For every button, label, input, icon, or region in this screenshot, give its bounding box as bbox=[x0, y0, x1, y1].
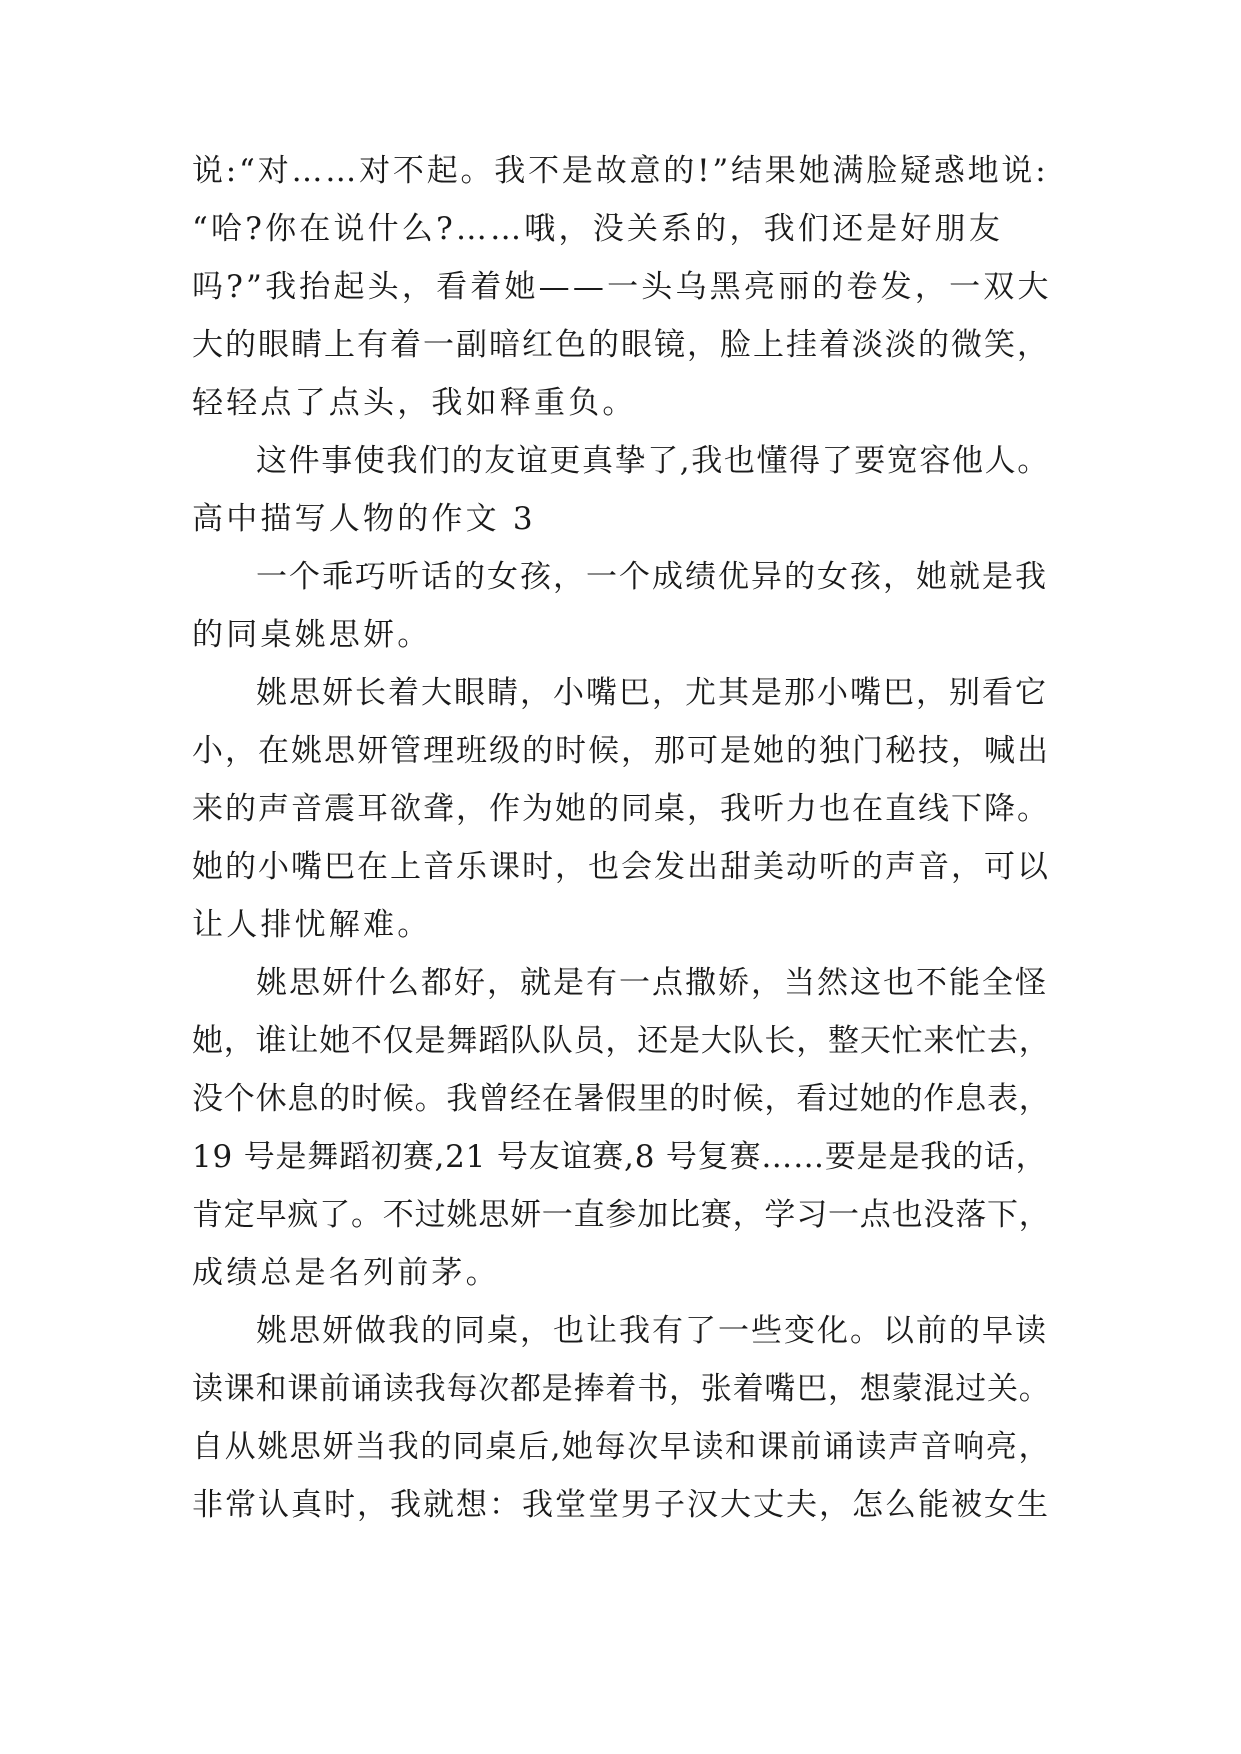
text-line: 肯定早疯了。不过姚思妍一直参加比赛，学习一点也没落下， bbox=[192, 1197, 1051, 1233]
text-line: 轻轻点了点头，我如释重负。 bbox=[192, 385, 637, 421]
text-line: 让人排忧解难。 bbox=[192, 907, 432, 943]
section-heading: 高中描写人物的作文 3 bbox=[192, 501, 536, 537]
text-line: 的同桌姚思妍。 bbox=[192, 617, 432, 653]
text-line: 没个休息的时候。我曾经在暑假里的时候，看过她的作息表， bbox=[192, 1081, 1051, 1117]
text-line: 姚思妍长着大眼睛，小嘴巴，尤其是那小嘴巴，别看它 bbox=[256, 675, 1048, 711]
text-line: 非常认真时，我就想：我堂堂男子汉大丈夫，怎么能被女生 bbox=[192, 1487, 1050, 1523]
text-line: 小，在姚思妍管理班级的时候，那可是她的独门秘技，喊出 bbox=[192, 733, 1050, 769]
text-line: 读课和课前诵读我每次都是捧着书，张着嘴巴，想蒙混过关。 bbox=[192, 1371, 1051, 1407]
text-line: 吗?”我抬起头，看着她——一头乌黑亮丽的卷发，一双大 bbox=[192, 269, 1052, 305]
text-line: 说:“对……对不起。我不是故意的!”结果她满脸疑惑地说: bbox=[192, 153, 1049, 189]
text-line: 一个乖巧听话的女孩，一个成绩优异的女孩，她就是我 bbox=[256, 559, 1048, 595]
text-line: “哈?你在说什么?……哦，没关系的，我们还是好朋友 bbox=[192, 211, 1004, 247]
text-line: 她，谁让她不仅是舞蹈队队员，还是大队长，整天忙来忙去， bbox=[192, 1023, 1051, 1059]
text-line: 姚思妍什么都好，就是有一点撒娇，当然这也不能全怪 bbox=[256, 965, 1048, 1001]
text-line: 来的声音震耳欲聋，作为她的同桌，我听力也在直线下降。 bbox=[192, 791, 1050, 827]
text-line: 大的眼睛上有着一副暗红色的眼镜，脸上挂着淡淡的微笑， bbox=[192, 327, 1050, 363]
text-line: 她的小嘴巴在上音乐课时，也会发出甜美动听的声音，可以 bbox=[192, 849, 1050, 885]
text-line: 姚思妍做我的同桌，也让我有了一些变化。以前的早读 bbox=[256, 1313, 1048, 1349]
text-line: 成绩总是名列前茅。 bbox=[192, 1255, 500, 1291]
text-line: 19 号是舞蹈初赛,21 号友谊赛,8 号复赛……要是是我的话， bbox=[192, 1139, 1048, 1175]
text-line: 这件事使我们的友谊更真挚了,我也懂得了要宽容他人。 bbox=[256, 443, 1050, 479]
text-line: 自从姚思妍当我的同桌后,她每次早读和课前诵读声音响亮， bbox=[192, 1429, 1052, 1465]
